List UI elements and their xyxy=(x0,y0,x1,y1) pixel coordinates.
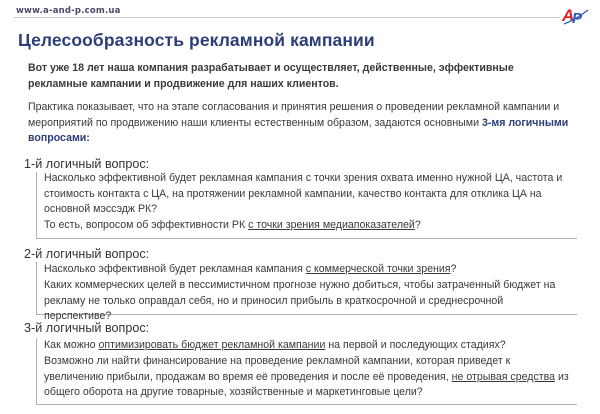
question-1-text: Насколько эффективной будет рекламная кампания с точки зрения охвата именно нужной ЦА, частота и стоимость контакта с ЦА, на протяжении рекламной кампании, качество контакта для отклика ЦА на основной мэссэдж РК? xyxy=(44,172,563,215)
svg-text:A: A xyxy=(562,6,575,25)
question-1-followup xyxy=(44,218,572,234)
q2-commercial-link[interactable]: с коммерческой точки зрения xyxy=(305,263,451,275)
question-3-line1 xyxy=(44,338,572,354)
intro-paragraph: Вот уже 18 лет наша компания разрабатывает и осуществляет, действенные, эффективные рекламные кампании и продвижение для наших клиентов. xyxy=(28,62,514,90)
website-url[interactable]: www.a-and-p.com.ua xyxy=(16,6,121,16)
practice-highlight: 3-мя логичными вопросами: xyxy=(28,116,569,144)
q3-line1-post: на первой и последующих стадиях? xyxy=(325,339,506,351)
q1-followup-pre: То есть, вопросом об эффективности РК xyxy=(44,219,249,231)
practice-text: Практика показывает, что на этапе согласования и принятия решения о проведении рекламной кампании и мероприятий по продвижению наши клиенты естественным образом, задаются основными xyxy=(28,101,560,129)
question-3-text xyxy=(44,354,572,401)
q2-line1-post: ? xyxy=(450,263,457,275)
q3-funds-link[interactable]: не отрывая средства xyxy=(451,370,556,383)
q3-line1-pre: Как можно xyxy=(44,339,99,351)
page-title: Целесообразность рекламной кампании xyxy=(18,30,375,50)
header-bar xyxy=(0,0,600,26)
company-logo xyxy=(560,4,590,26)
q3-text-post: из общего оборота на другие товарные, хозяйственные и маркетинговые цели? xyxy=(44,370,569,398)
q3-text-pre: Возможно ли найти финансирование на проведение рекламной кампании, которая приведет к увеличению прибыли, продажам во время её проведения и после её проведения, xyxy=(44,355,511,383)
svg-text:P: P xyxy=(572,10,583,26)
question-2-heading: 2-й логичный вопрос: xyxy=(24,247,150,261)
practice-paragraph xyxy=(28,100,576,147)
q3-budget-link[interactable]: оптимизировать бюджет рекламной кампании xyxy=(98,339,326,351)
question-1-heading: 1-й логичный вопрос: xyxy=(24,157,150,171)
header-divider xyxy=(14,17,560,18)
question-3-heading: 3-й логичный вопрос: xyxy=(24,321,150,335)
question-2-line1 xyxy=(44,262,572,278)
question-2-text: Каких коммерческих целей в пессимистичном прогнозе нужно добиться, чтобы затраченный бюджет на рекламу не только оправдал себя, но и приносил прибыль в краткосрочной и среднесрочной перспективе? xyxy=(44,279,556,322)
q1-followup-post: ? xyxy=(414,219,421,231)
q1-media-link[interactable]: с точки зрения медиапоказателей xyxy=(248,219,415,231)
q2-line1-pre: Насколько эффективной будет рекламная кампания xyxy=(44,263,306,275)
